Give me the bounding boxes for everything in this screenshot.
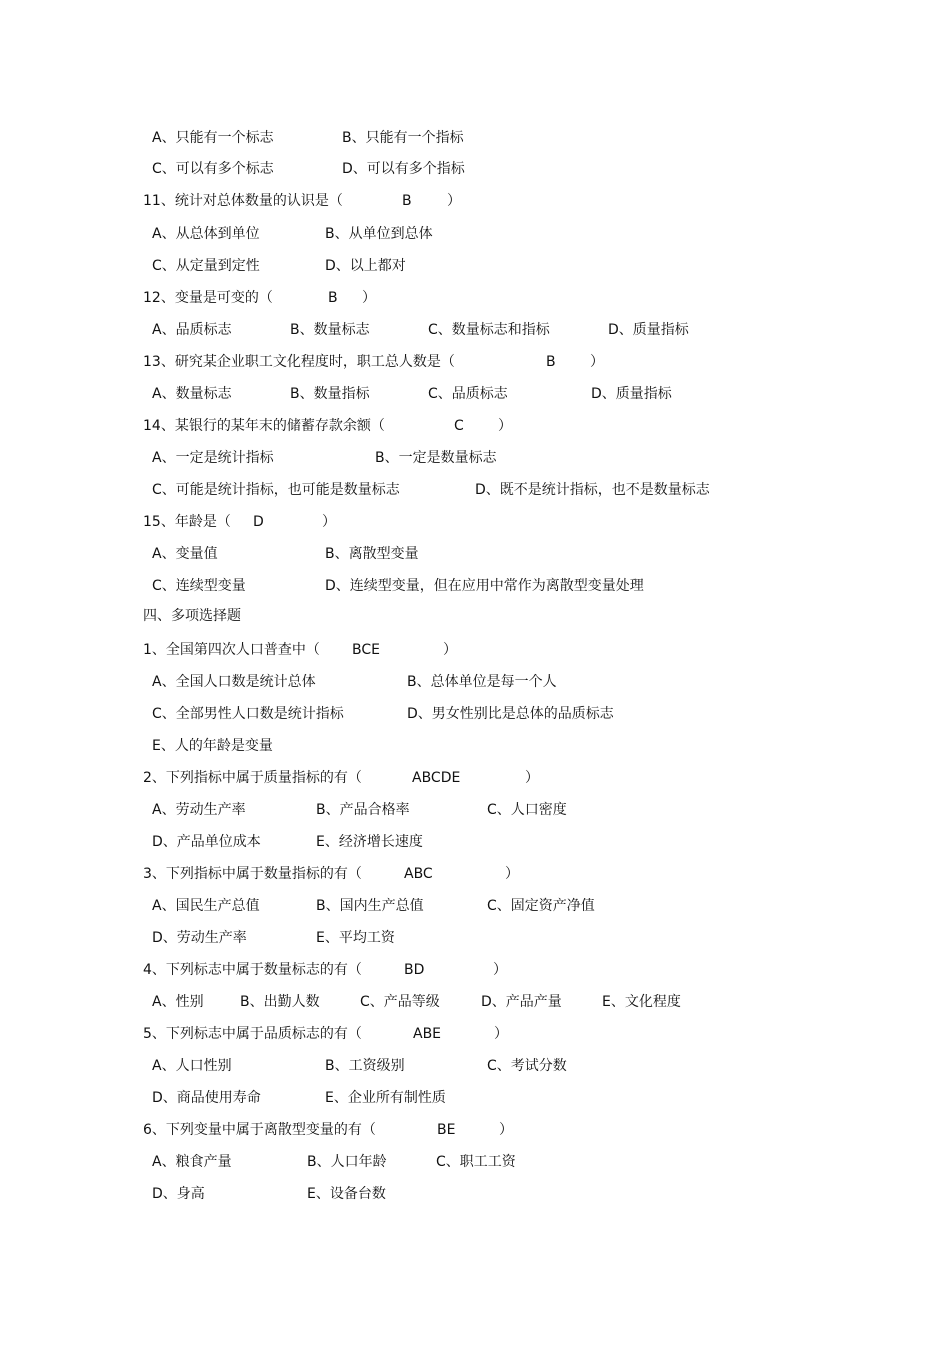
option-text: D、商品使用寿命 xyxy=(152,1090,261,1106)
option-text: D、产品单位成本 xyxy=(152,834,261,850)
option-text: A、只能有一个标志 xyxy=(152,130,274,146)
option-text: D、身高 xyxy=(152,1186,205,1202)
option-text: B、总体单位是每一个人 xyxy=(407,674,557,690)
option-text: A、粮食产量 xyxy=(152,1154,232,1170)
question-text: 12、变量是可变的（ xyxy=(143,290,273,306)
option-text: C、产品等级 xyxy=(360,994,440,1010)
question-paren: ） xyxy=(498,418,512,434)
question-text: 四、多项选择题 xyxy=(143,608,241,624)
option-text: A、数量标志 xyxy=(152,386,232,402)
question-paren: ） xyxy=(493,962,507,978)
option-text: C、职工工资 xyxy=(436,1154,516,1170)
option-text: C、可能是统计指标，也可能是数量标志 xyxy=(152,482,400,498)
option-text: B、产品合格率 xyxy=(316,802,410,818)
question-text: 11、统计对总体数量的认识是（ xyxy=(143,193,343,209)
option-text: B、数量标志 xyxy=(290,322,370,338)
question-text: 13、研究某企业职工文化程度时，职工总人数是（ xyxy=(143,354,455,370)
question-text: 4、下列标志中属于数量标志的有（ xyxy=(143,962,362,978)
option-text: D、质量指标 xyxy=(591,386,672,402)
answer-key: B xyxy=(402,193,412,209)
question-paren: ） xyxy=(447,193,461,209)
question-paren: ） xyxy=(362,290,376,306)
option-text: A、劳动生产率 xyxy=(152,802,246,818)
answer-key: B xyxy=(328,290,338,306)
question-paren: ） xyxy=(499,1122,513,1138)
question-text: 1、全国第四次人口普查中（ xyxy=(143,642,320,658)
option-text: B、数量指标 xyxy=(290,386,370,402)
option-text: A、从总体到单位 xyxy=(152,226,260,242)
option-text: B、从单位到总体 xyxy=(325,226,433,242)
question-paren: ） xyxy=(525,770,539,786)
question-text: 3、下列指标中属于数量指标的有（ xyxy=(143,866,362,882)
option-text: B、人口年龄 xyxy=(307,1154,387,1170)
option-text: A、人口性别 xyxy=(152,1058,232,1074)
option-text: D、可以有多个指标 xyxy=(342,161,465,177)
option-text: B、离散型变量 xyxy=(325,546,419,562)
question-paren: ） xyxy=(322,514,336,530)
question-text: 2、下列指标中属于质量指标的有（ xyxy=(143,770,362,786)
option-text: D、既不是统计指标，也不是数量标志 xyxy=(475,482,710,498)
answer-key: ABCDE xyxy=(412,770,461,786)
question-text: 5、下列标志中属于品质标志的有（ xyxy=(143,1026,362,1042)
answer-key: B xyxy=(546,354,556,370)
option-text: C、全部男性人口数是统计指标 xyxy=(152,706,344,722)
option-text: A、品质标志 xyxy=(152,322,232,338)
option-text: D、质量指标 xyxy=(608,322,689,338)
question-text: 14、某银行的某年末的储蓄存款余额（ xyxy=(143,418,385,434)
option-text: D、连续型变量，但在应用中常作为离散型变量处理 xyxy=(325,578,644,594)
option-text: E、平均工资 xyxy=(316,930,395,946)
option-text: C、考试分数 xyxy=(487,1058,567,1074)
answer-key: BE xyxy=(437,1122,456,1138)
option-text: B、一定是数量标志 xyxy=(375,450,497,466)
option-text: C、人口密度 xyxy=(487,802,567,818)
option-text: D、以上都对 xyxy=(325,258,406,274)
option-text: D、男女性别比是总体的品质标志 xyxy=(407,706,614,722)
option-text: B、国内生产总值 xyxy=(316,898,424,914)
option-text: C、数量标志和指标 xyxy=(428,322,550,338)
option-text: A、变量值 xyxy=(152,546,218,562)
option-text: B、出勤人数 xyxy=(240,994,320,1010)
question-paren: ） xyxy=(505,866,519,882)
option-text: E、经济增长速度 xyxy=(316,834,423,850)
option-text: A、一定是统计指标 xyxy=(152,450,274,466)
option-text: A、国民生产总值 xyxy=(152,898,260,914)
answer-key: BD xyxy=(404,962,425,978)
option-text: C、品质标志 xyxy=(428,386,508,402)
option-text: C、从定量到定性 xyxy=(152,258,260,274)
option-text: E、人的年龄是变量 xyxy=(152,738,273,754)
option-text: C、固定资产净值 xyxy=(487,898,595,914)
option-text: B、只能有一个指标 xyxy=(342,130,464,146)
option-text: D、劳动生产率 xyxy=(152,930,247,946)
option-text: A、全国人口数是统计总体 xyxy=(152,674,316,690)
answer-key: ABE xyxy=(413,1026,442,1042)
answer-key: ABC xyxy=(404,866,433,882)
option-text: B、工资级别 xyxy=(325,1058,405,1074)
option-text: C、连续型变量 xyxy=(152,578,246,594)
question-text: 15、年龄是（ xyxy=(143,514,231,530)
option-text: A、性别 xyxy=(152,994,204,1010)
option-text: C、可以有多个标志 xyxy=(152,161,274,177)
option-text: D、产品产量 xyxy=(481,994,562,1010)
option-text: E、文化程度 xyxy=(602,994,681,1010)
question-paren: ） xyxy=(494,1026,508,1042)
question-paren: ） xyxy=(443,642,457,658)
question-text: 6、下列变量中属于离散型变量的有（ xyxy=(143,1122,376,1138)
option-text: E、企业所有制性质 xyxy=(325,1090,446,1106)
answer-key: D xyxy=(253,514,264,530)
answer-key: C xyxy=(454,418,464,434)
option-text: E、设备台数 xyxy=(307,1186,386,1202)
answer-key: BCE xyxy=(352,642,380,658)
question-paren: ） xyxy=(590,354,604,370)
